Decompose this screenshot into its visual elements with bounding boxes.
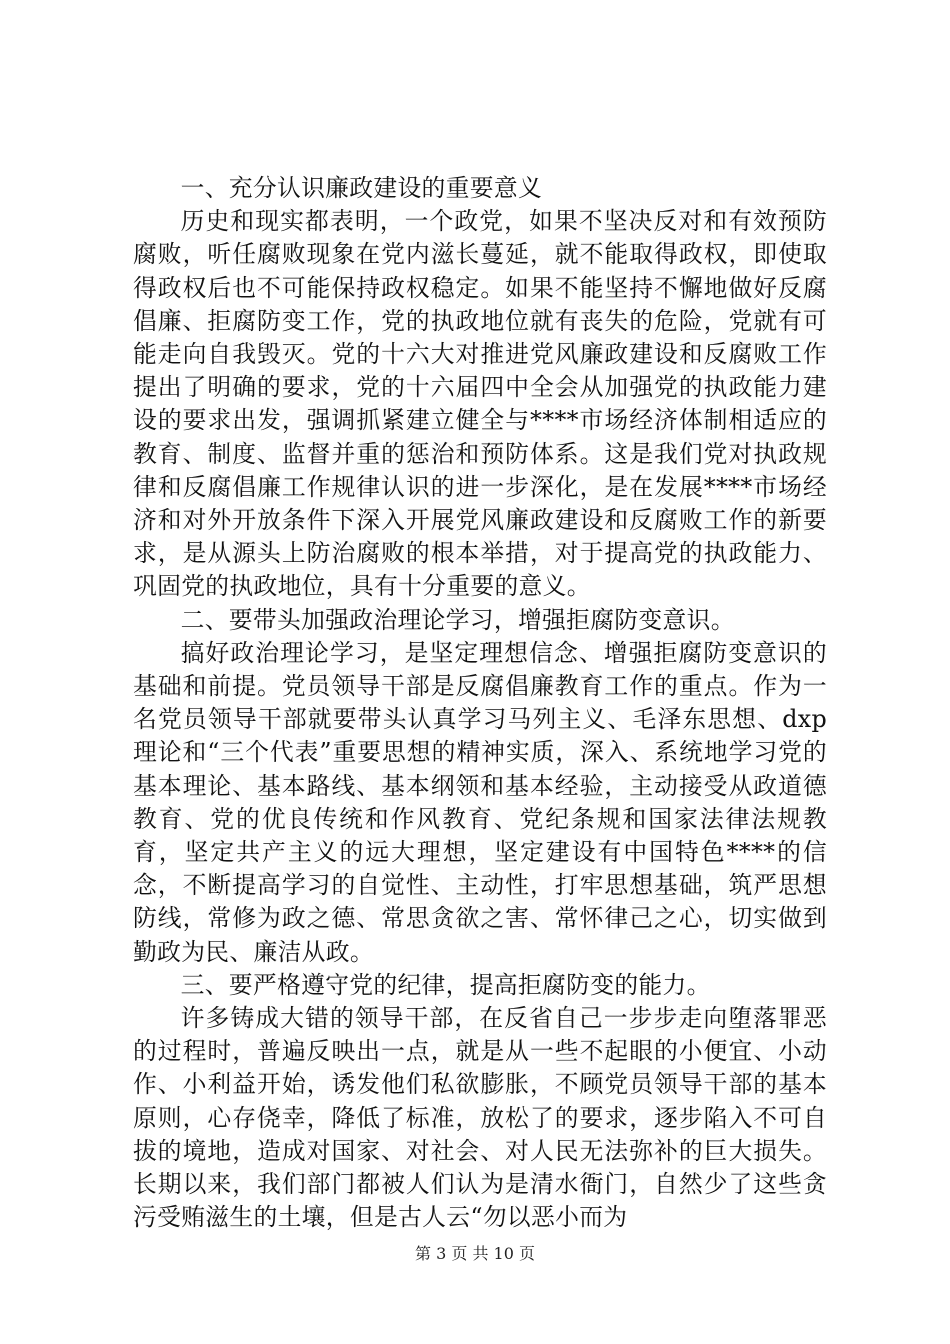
section-heading-2: 二、要带头加强政治理论学习，增强拒腐防变意识。 [180, 605, 735, 634]
body-paragraph-1: 历史和现实都表明，一个政党，如果不坚决反对和有效预防腐败，听任腐败现象在党内滋长蔓延，就不能取得政权，即使取得政权后也不可能保持政权稳定。如果不能坚持不懈地做好反腐倡廉、拒腐防变工作，党的执政地位就有丧失的危险，党就有可能走向自我毁灭。党的十六大对推进党风廉政建设和反腐败工作提出了明确的要求，党的十六届四中全会从加强党的执政能力建设的要求出发，强调抓紧建立健全与****市场经济体制相适应的教育、制度、监督并重的惩治和预防体系。这是我们党对执政规律和反腐倡廉工作规律认识的进一步深化，是在发展****市场经济和对外开放条件下深入开展党风廉政建设和反腐败工作的新要求，是从源头上防治腐败的根本举措，对于提高党的执政能力、巩固党的执政地位，具有十分重要的意义。 [133, 207, 827, 601]
section-heading-3: 三、要严格遵守党的纪律，提高拒腐防变的能力。 [180, 970, 711, 999]
page-number-footer: 第 3 页 共 10 页 [415, 1244, 535, 1263]
document-body [133, 172, 827, 1235]
body-paragraph-2: 搞好政治理论学习，是坚定理想信念、增强拒腐防变意识的基础和前提。党员领导干部是反腐倡廉教育工作的重点。作为一名党员领导干部就要带头认真学习马列主义、毛泽东思想、dxp理论和“三个代表”重要思想的精神实质，深入、系统地学习党的基本理论、基本路线、基本纲领和基本经验，主动接受从政道德教育、党的优良传统和作风教育、党纪条规和国家法律法规教育，坚定共产主义的远大理想，坚定建设有中国特色****的信念，不断提高学习的自觉性、主动性，打牢思想基础，筑严思想防线，常修为政之德、常思贪欲之害、常怀律己之心，切实做到勤政为民、廉洁从政。 [133, 638, 827, 966]
section-heading-1: 一、充分认识廉政建设的重要意义 [180, 174, 543, 202]
body-paragraph-3: 许多铸成大错的领导干部，在反省自己一步步走向堕落罪恶的过程时，普遍反映出一点，就是从一些不起眼的小便宜、小动作、小利益开始，诱发他们私欲膨胀，不顾党员领导干部的基本原则，心存侥幸，降低了标准，放松了的要求，逐步陷入不可自拔的境地，造成对国家、对社会、对人民无法弥补的巨大损失。长期以来，我们部门都被人们认为是清水衙门，自然少了这些贪污受贿滋生的土壤，但是古人云“勿以恶小而为 [133, 1004, 827, 1232]
